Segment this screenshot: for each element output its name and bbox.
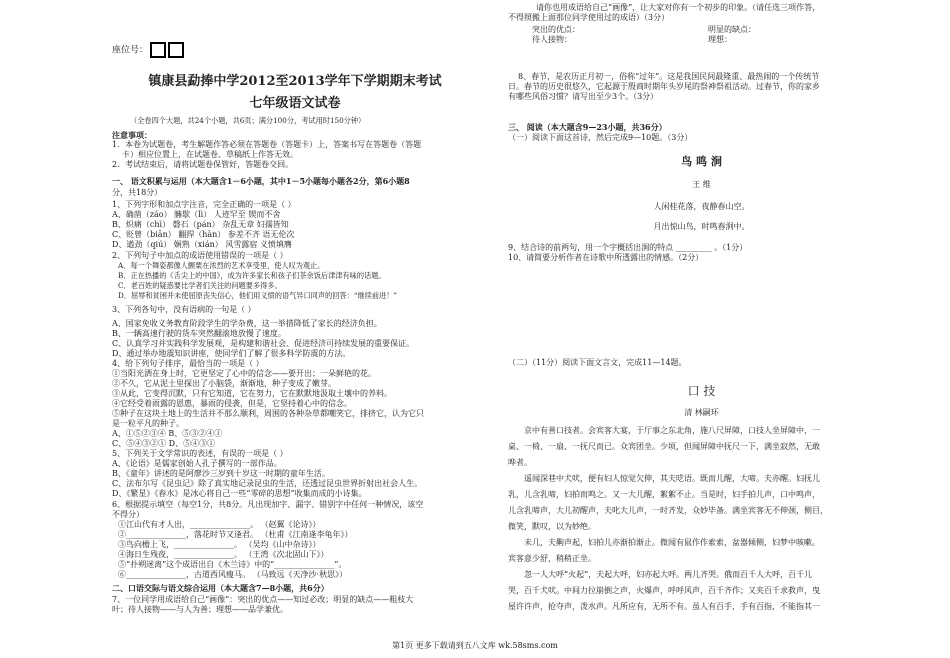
prose-para-1-cont-2: 哗者。 bbox=[508, 458, 532, 467]
poem-line-1: 人闲桂花落，夜静春山空。 bbox=[653, 202, 750, 211]
question-4-sentence-5-cont: 是一粒平凡的种子。 bbox=[112, 419, 184, 428]
question-7-cont: 叶；待人接物——与人为善；理想——品学兼优。 bbox=[112, 605, 288, 614]
question-5-option-c: C、法布尔写《昆虫记》除了真实地记录昆虫的生活，还透过昆虫世界折射出社会人生。 bbox=[112, 479, 423, 488]
question-5-option-a: A、《论语》是儒家创始人孔子撰写的一部作品。 bbox=[112, 459, 282, 468]
school-title: 镇康县勐捧中学2012至2013学年下学期期末考试 bbox=[148, 74, 442, 89]
label-manners: 待人接物： bbox=[532, 35, 572, 44]
note-2: 2．考试结束后，请将试题卷保管好，答题卷交回。 bbox=[112, 160, 294, 169]
question-6-line-2: ②_______________，落花时节又逢君。 （杜甫《江南逢李龟年》） bbox=[118, 530, 353, 539]
right-column bbox=[508, 0, 895, 630]
paper-title: 七年级语文试卷 bbox=[249, 96, 341, 111]
prose-para-1-cont-1: 桌、一椅、一扇、一抚尺而已。众宾团坐。少顷，但闻屏障中抚尺一下，满坐寂然，无敢 bbox=[508, 442, 820, 451]
question-6: 6、根据提示填空（每空1分，共8分。凡出现加字、漏字、错别字中任何一种情况，该空 bbox=[112, 500, 424, 509]
question-7-instruction-cont: 不得照搬上面那位同学使用过的成语）（3分） bbox=[508, 13, 670, 22]
reading-1-instruction: （一）阅读下面这首诗，然后完成9—10题。（3分） bbox=[508, 133, 693, 142]
question-2-option-a: A．每一个舞姿都像人颤栗在浓烈的艺术享受里，使人叹为观止。 bbox=[118, 261, 325, 270]
question-10: 10、请简要分析作者在诗歌中所透露出的情感。（2分） bbox=[508, 253, 704, 262]
reading-2-instruction: （二）（11分）阅读下面文言文，完成11—14题。 bbox=[508, 358, 687, 367]
seat-boxes bbox=[150, 42, 186, 58]
question-6-line-3: ③鸟向檐上飞，_______________。 （吴均《山中杂诗》） bbox=[118, 540, 321, 549]
question-3-option-d: D、通过举办地震知识讲座，使同学们了解了很多科学防震的方法。 bbox=[112, 349, 351, 358]
question-5-option-d: D、《繁星》《春水》是冰心将自己一些“零碎的思想”收集而成的小诗集。 bbox=[112, 489, 367, 498]
prose-para-4-cont-2: 屋许许声，抢夺声，泼水声。凡所应有，无所不有。虽人有百手，手有百指，不能指其一 bbox=[508, 602, 820, 611]
question-7-instruction: 请你也用成语给自己“画像”，让大家对你有一个初步的印象。（请任选三项作答， bbox=[536, 3, 821, 12]
prose-para-4: 忽一人大呼“火起”，夫起大呼，妇亦起大呼。两儿齐哭。俄而百千人大呼，百千儿 bbox=[524, 570, 813, 579]
question-1-option-b: B、炽痛（chì） 磐石（pán） 杂乱无章 妇孺皆知 bbox=[112, 220, 289, 229]
prose-para-2-cont-1: 乳，儿含乳啼，妇拍而鸣之。又一大儿醒，絮絮不止。当是时，妇手拍儿声，口中鸣声， bbox=[508, 490, 820, 499]
prose-para-3: 未几，夫齁声起，妇拍儿亦渐拍渐止。微闻有鼠作作索索，盆器倾侧，妇梦中咳嗽。 bbox=[524, 538, 820, 547]
question-1-option-a: A、确凿（záo） 臃歇（lì） 人迹罕至 锲而不舍 bbox=[112, 210, 281, 219]
question-4: 4、给下列句子排序，最恰当的一项是（ ） bbox=[112, 359, 264, 368]
poem-author: 王 维 bbox=[692, 180, 711, 189]
label-weakness: 明显的缺点： bbox=[708, 25, 756, 34]
seat-box bbox=[150, 42, 166, 58]
poem-title: 鸟 鸣 涧 bbox=[681, 155, 722, 168]
question-4-options-row-2: C、⑤④③②① D、⑤④③① bbox=[112, 439, 216, 448]
page-footer: 第1页 更多下载请到五八文库 wk.58sms.com bbox=[392, 641, 558, 650]
poem-line-2: 月出惊山鸟，时鸣春涧中。 bbox=[653, 222, 750, 231]
left-column bbox=[112, 0, 478, 630]
prose-para-3-cont: 宾客意少舒，稍稍正坐。 bbox=[508, 554, 596, 563]
seat-number bbox=[112, 42, 186, 58]
prose-para-1: 京中有善口技者。会宾客大宴，于厅事之东北角，施八尺屏障，口技人坐屏障中，一 bbox=[524, 426, 820, 435]
label-strength: 突出的优点： bbox=[532, 25, 580, 34]
question-3-option-c: C、认真学习并实践科学发展观，是构建和谐社会、促进经济可持续发展的重要保证。 bbox=[112, 339, 415, 348]
question-4-sentence-1: ①当阳光洒在身上时，它更坚定了心中的信念——要开出；一朵鲜艳的花。 bbox=[112, 369, 376, 378]
note-1: 1．本卷为试题卷，考生解题作答必须在答题卷（答题卡）上，答案书写在答题卷（答题 bbox=[112, 140, 422, 149]
notes-heading: 注意事项： bbox=[112, 130, 152, 140]
question-6-line-5: ⑤“扑朔迷离”这个成语出自《木兰诗》中的“_______________”。 bbox=[118, 560, 347, 569]
question-3-option-b: B、一辆高速行驶的货车突然翻滚地放慢了速度。 bbox=[112, 329, 286, 338]
question-5: 5、下列关于文学常识的表述，有误的一项是（ ） bbox=[112, 449, 288, 458]
question-2: 2、下列句子中加点的成语使用错误的一项是（ ） bbox=[112, 251, 288, 260]
prose-para-2-cont-2: 儿含乳啼声，大儿初醒声，夫叱大儿声，一时齐发，众妙毕备。满坐宾客无不伸颈，侧目， bbox=[508, 506, 828, 515]
question-4-sentence-4: ④它经受着雨露的恩惠，暴雨的侵袭，但是，它坚持着心中的信念。 bbox=[112, 399, 352, 408]
question-2-option-b: B．正在热播的《舌尖上的中国》，成为许多家长和孩子们茶余饭后津津有味的话题。 bbox=[118, 271, 386, 280]
question-6-line-6: ⑥_______________，古道西风瘦马。 （马致远《天净沙·秋思》） bbox=[118, 570, 348, 579]
question-6-cont: 不得分） bbox=[112, 510, 144, 519]
section-3-heading: 三、 阅读（本大题含9—23小题，共36分） bbox=[508, 122, 667, 132]
question-6-line-1: ①江山代有才人出，_______________。 （赵翼《论诗》） bbox=[118, 520, 321, 529]
question-4-options-row-1: A、①⑤②③④ B、⑤③②④① bbox=[112, 429, 223, 438]
question-8: 8、春节，是农历正月初一，俗称“过年”。这是我国民间最隆重、最热闹的一个传统节 bbox=[518, 72, 820, 81]
question-1-option-d: D、遒劲（qiú） 娴熟（xián） 风雪露宿 义愤填膺 bbox=[112, 240, 292, 249]
question-9: 9、结合诗的前两句，用一个字概括出涧的特点 _________ 。（1分） bbox=[508, 243, 748, 252]
prose-para-2: 遥闻深巷中犬吠，便有妇人惊觉欠伸，其夫呓语。既而儿醒，大啼。夫亦醒。妇抚儿 bbox=[524, 474, 820, 483]
question-4-sentence-2: ②不久，它从泥土里探出了小脑袋，渐渐地，种子变成了嫩芽。 bbox=[112, 379, 336, 388]
seat-box bbox=[168, 42, 184, 58]
question-8-cont-2: 有哪些风俗习惯？请写出至少3个。（3分） bbox=[508, 92, 659, 101]
section-1-heading-cont: 分，共18分） bbox=[112, 188, 163, 197]
question-4-sentence-3: ③从此，它变得沉默，只有它知道，它在努力，它在默默地汲取土壤中的养料。 bbox=[112, 389, 392, 398]
section-1-heading: 一、 语文积累与运用（本大题含1－6小题，其中1－5小题每小题各2分，第6小题8 bbox=[112, 176, 410, 186]
section-2-heading: 二、口语交际与语文综合运用（本大题含7—8小题，共6分） bbox=[112, 583, 329, 593]
question-3-option-a: A、国家免收义务教育阶段学生的学杂费，这一举措降低了家长的经济负担。 bbox=[112, 319, 382, 328]
prose-title: 口 技 bbox=[687, 384, 716, 398]
prose-author: 清 林嗣环 bbox=[684, 408, 719, 417]
prose-para-4-cont-1: 哭，百千犬吠。中间力拉崩倒之声，火爆声，呼呼风声，百千齐作；又夹百千求救声，曳 bbox=[508, 586, 820, 595]
question-2-option-c: C．老百姓的疑惑要比学者们关注的问题要多得多。 bbox=[118, 281, 282, 290]
label-ideal: 理想： bbox=[708, 35, 732, 44]
question-2-option-d: D．屈辱和贫困并未使屈原丧失信心，他们用义愤的语气异口同声的回答：“继续前进！” bbox=[118, 291, 398, 300]
question-3: 3、下列各句中，没有语病的一句是（ ） bbox=[112, 305, 256, 314]
note-1-cont: 卡）相应位置上，在试题卷、草稿纸上作答无效。 bbox=[122, 150, 298, 159]
prose-para-2-cont-3: 微笑，默叹，以为妙绝。 bbox=[508, 522, 596, 531]
question-4-sentence-5: ⑤种子在这块土地上的生活并不那么顺利，周围的各种杂草都嘲笑它，排挤它，认为它只 bbox=[112, 409, 424, 418]
exam-info: （全卷四个大题，共24个小题，共6页；满分100分，考试用时150分钟） bbox=[130, 116, 366, 125]
question-1-option-c: C、贬曾（biān） 翻捍（hàn） 参差不齐 语无伦次 bbox=[112, 230, 295, 239]
question-1: 1、下列字形和加点字注音，完全正确的一项是（ ） bbox=[112, 200, 296, 209]
seat-label: 座位号： bbox=[112, 45, 149, 56]
question-6-line-4: ④海日生残夜，_______________。 （王湾《次北固山下》） bbox=[118, 550, 329, 559]
question-7: 7、一位同学用成语给自己“画像”：突出的优点——知过必改；明显的缺点——粗枝大 bbox=[112, 595, 414, 604]
question-5-option-b: B、《童年》讲述的是阿廖沙三岁到十岁这一时期的童年生活。 bbox=[112, 469, 330, 478]
question-8-cont-1: 日。春节的历史很悠久，它起源于殷商时期年头岁尾的祭神祭祖活动。过春节，你的家乡 bbox=[508, 82, 820, 91]
